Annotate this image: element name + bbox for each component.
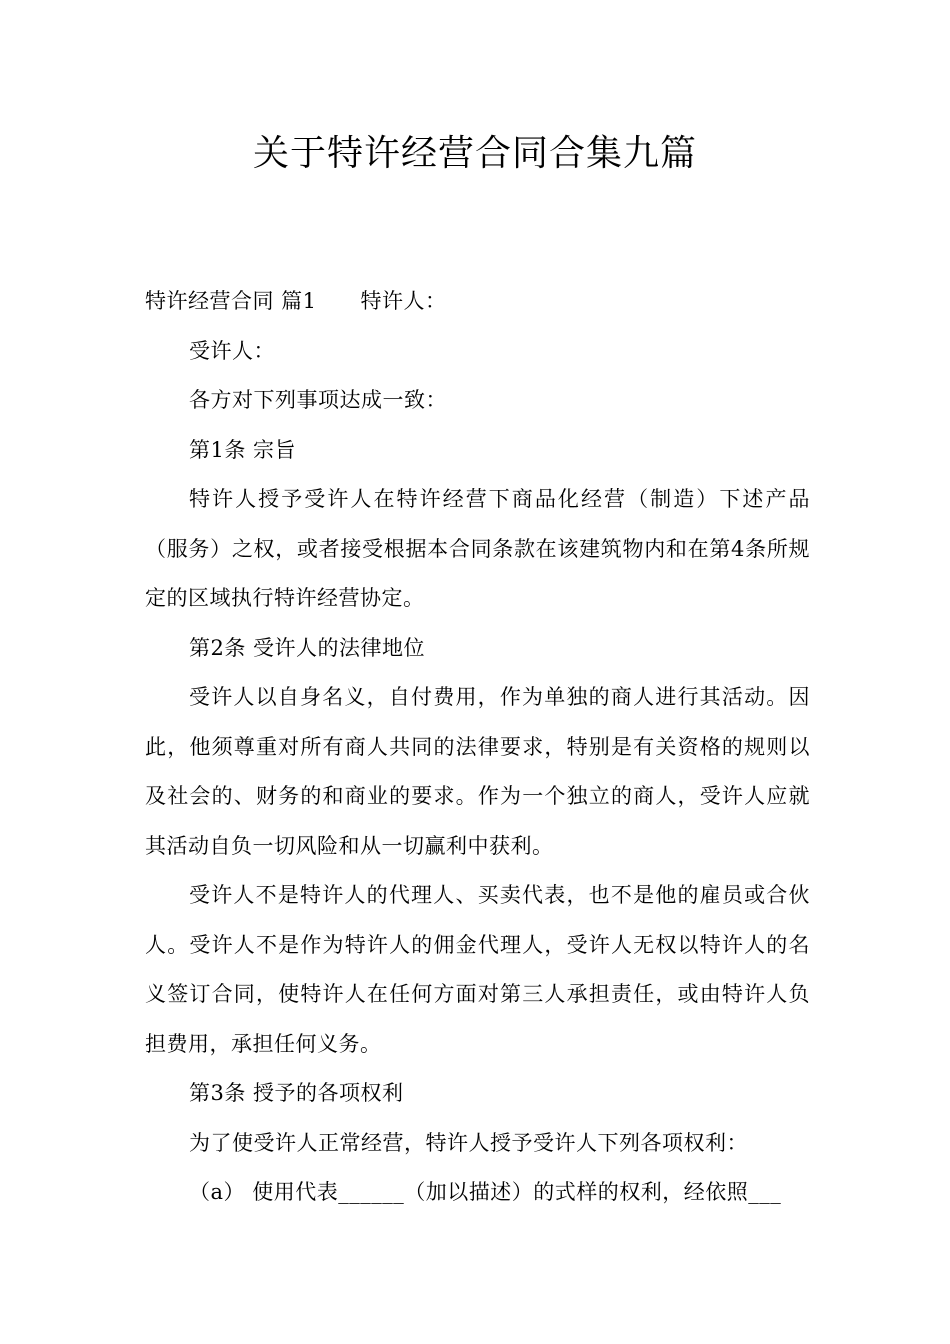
franchisor-label: 特许人： — [360, 289, 447, 313]
article-2-heading: 第2条 受许人的法律地位 — [189, 635, 426, 660]
document-title: 关于特许经营合同合集九篇 — [252, 133, 697, 174]
article-1-text: 特许人授予受许人在特许经营下商品化经营（制造）下述产品（服务）之权，或者接受根据本合同条款在该建筑物内和在第4条所规定的区域执行特许经营协定。 — [145, 487, 810, 610]
article-2-text-1: 受许人以自身名义，自付费用，作为单独的商人进行其活动。因此，他须尊重对所有商人共同的法律要求，特别是有关资格的规则以及社会的、财务的和商业的要求。作为一个独立的商人，受许人应就其活动自负一切风险和从一切赢利中获利。 — [145, 685, 810, 858]
article-3-heading: 第3条 授予的各项权利 — [189, 1081, 404, 1105]
document-body — [145, 277, 810, 1218]
contract-heading: 特许经营合同 篇1 — [145, 289, 317, 313]
agreement-intro: 各方对下列事项达成一致： — [189, 388, 447, 412]
article-2-text-2: 受许人不是特许人的代理人、买卖代表，也不是他的雇员或合伙人。受许人不是作为特许人的佣金代理人，受许人无权以特许人的名义签订合同，使特许人在任何方面对第三人承担责任，或由特许人负担费用，承担任何义务。 — [145, 883, 810, 1056]
first-line — [145, 277, 810, 327]
article-1-heading: 第1条 宗旨 — [189, 437, 297, 462]
article-3-intro: 为了使受许人正常经营，特许人授予受许人下列各项权利： — [189, 1130, 748, 1155]
article-3-item-a: （a） 使用代表______（加以描述）的式样的权利，经依照___ — [189, 1180, 782, 1204]
franchisee-label: 受许人： — [189, 338, 275, 363]
